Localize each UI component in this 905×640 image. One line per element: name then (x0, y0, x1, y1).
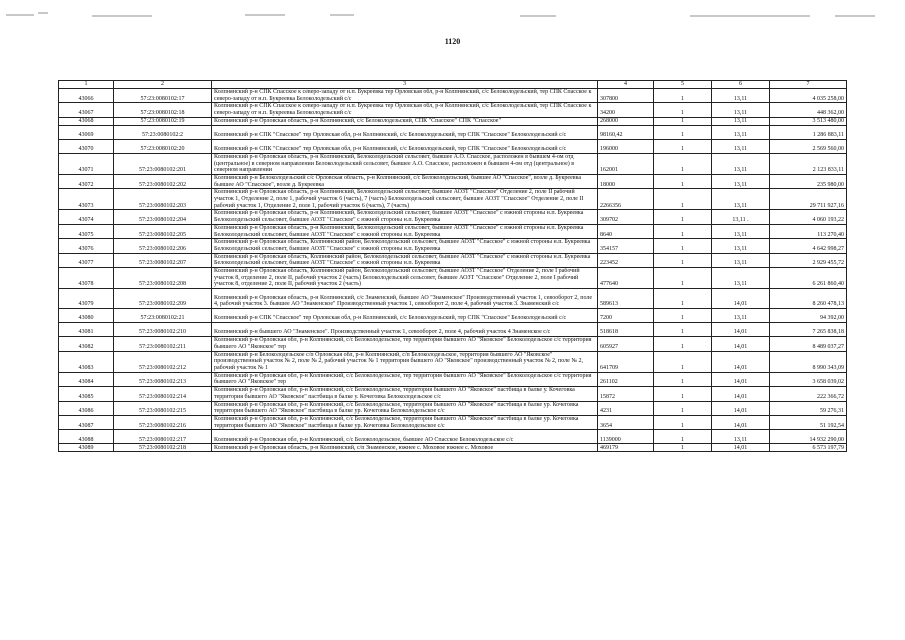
column-number-row (59, 81, 847, 89)
rate-cell: 14,01 (712, 289, 770, 309)
cadastral-number-cell: 57:23:0080102:210 (114, 323, 212, 337)
table-row (59, 239, 847, 253)
row-number-cell: 43080 (59, 309, 114, 323)
cadastral-value-cell: 4 060 193,22 (770, 210, 847, 224)
row-number-cell: 43070 (59, 139, 114, 153)
cadastral-value-cell: 6 573 197,79 (770, 444, 847, 452)
cadastral-value-cell: 8 990 343,09 (770, 351, 847, 372)
location-description-cell: Колпнянский р-н СПК Спасское к северо-западу от н.п. Букреевка тер Орловская обл, р-н Колпнянский, с/с Белоколодезьский, тер СПК Спасское к северо-западу от н.п. Букреевка Белоколодезьский с/с (212, 89, 598, 103)
cadastral-value-cell: 3 658 039,02 (770, 372, 847, 386)
row-number-cell: 43077 (59, 253, 114, 267)
location-description-cell: Колпнянский р-н Орловская обл, р-н Колпнянский, с/с Белоколодезьское, бывшее АО Спасское Белоколодезьское с/с (212, 430, 598, 444)
cadastral-number-cell: 57:23:0080102:209 (114, 289, 212, 309)
row-number-cell: 43073 (59, 189, 114, 210)
table-row (59, 125, 847, 139)
cadastral-number-cell: 57:23:0080102:202 (114, 174, 212, 188)
cadastral-value-cell: 8 489 037,27 (770, 337, 847, 351)
area-cell: 8640 (598, 224, 654, 238)
table-row (59, 323, 847, 337)
count-cell: 1 (654, 401, 712, 415)
area-cell: 3654 (598, 415, 654, 429)
rate-cell: 14,01 (712, 387, 770, 401)
table-row (59, 268, 847, 289)
row-number-cell: 43071 (59, 153, 114, 174)
column-header: 7 (770, 81, 847, 89)
count-cell: 1 (654, 117, 712, 125)
table-row (59, 189, 847, 210)
row-number-cell: 43066 (59, 89, 114, 103)
row-number-cell: 43086 (59, 401, 114, 415)
table-row (59, 415, 847, 429)
cadastral-value-cell: 29 711 927,16 (770, 189, 847, 210)
count-cell: 1 (654, 289, 712, 309)
cadastral-value-cell: 1 286 883,11 (770, 125, 847, 139)
area-cell: 1139000 (598, 430, 654, 444)
table-row (59, 401, 847, 415)
cadastral-value-cell: 4 642 998,27 (770, 239, 847, 253)
cadastral-value-cell: 3 513 480,00 (770, 117, 847, 125)
location-description-cell: Колпнянский р-н Орловская область, р-н Колпнянский, с/с Белоколодезьский, СПК "Спасское" СПК "Спасское" (212, 117, 598, 125)
cadastral-number-cell: 57:23:0080102:2 (114, 125, 212, 139)
count-cell: 1 (654, 444, 712, 452)
location-description-cell: Колпнянский р-н Орловская область, р-н Колпнянский, Белоколодезьский сельсовет, бывшее А.О. Спасское, расположен в бывшем 4-ом отд (центральное) в северном направлении Белоколодезьский сельсовет, бывшее А.О. Спасское, расположен в бывшем 4-ом отд (центральное) в северном направлении (212, 153, 598, 174)
table-body (59, 89, 847, 452)
location-description-cell: Колпнянский р-н Орловская область, р-н Колпнянский, Белоколодезьский сельсовет, бывшее АОЗТ "Спасское" с южной стороны н.п. Букреевка Белоколодезьский сельсовет, бывшее АОЗТ "Спасское" с южной стороны н.п. Букреевка (212, 210, 598, 224)
area-cell: 518618 (598, 323, 654, 337)
table-row (59, 153, 847, 174)
location-description-cell: Колпнянский р-н Белоколодезьский с/с Орловская область, р-н Колпнянский, с/с Белоколодезьский, бывшее АО "Спасское", возле д. Букреевка бывшее АО "Спасское", возле д. Букреевка (212, 174, 598, 188)
area-cell: 223452 (598, 253, 654, 267)
cadastral-number-cell: 57:23:0080102:203 (114, 189, 212, 210)
rate-cell: 14,01 (712, 337, 770, 351)
area-cell: 309702 (598, 210, 654, 224)
location-description-cell: Колпнянский р-н Орловская обл, р-н Колпнянский, с/с Белоколодезьское, тер территория бывшего АО "Яковское" Белоколодезьское с/с территория бывшего АО "Яковское" тер (212, 372, 598, 386)
table-row (59, 174, 847, 188)
row-number-cell: 43076 (59, 239, 114, 253)
cadastral-value-cell: 51 192,54 (770, 415, 847, 429)
row-number-cell: 43084 (59, 372, 114, 386)
row-number-cell: 43085 (59, 387, 114, 401)
register-table-container (58, 80, 846, 452)
cadastral-value-cell: 14 932 290,00 (770, 430, 847, 444)
count-cell: 1 (654, 268, 712, 289)
area-cell: 307800 (598, 89, 654, 103)
location-description-cell: Колпнянский р-н Орловская область, Колпнянский район, Белоколодезьский сельсовет, бывшее АОЗТ "Спасское" с южной стороны н.п. Букреевка Белоколодезьский сельсовет, бывшее АОЗТ "Спасское" с южной стороны н.п. Букреевка (212, 239, 598, 253)
location-description-cell: Колпнянский р-н Орловская область, р-н Колпнянский, с/с Знаменский, бывшее АО "Знаменское" Производственный участок 1, севооборот 2, поле 4, рабочий участок 3. бывшее АО "Знаменское" Производственный участок 1, севооборот 2, поле 4, рабочий участок 3. Знаменский с/с (212, 289, 598, 309)
area-cell: 268000 (598, 117, 654, 125)
table-row (59, 337, 847, 351)
rate-cell: 13,11 . (712, 210, 770, 224)
cadastral-number-cell: 57:23:0080102:217 (114, 430, 212, 444)
register-table (58, 80, 847, 452)
cadastral-number-cell: 57:23:0080102:206 (114, 239, 212, 253)
cadastral-value-cell: 2 569 560,00 (770, 139, 847, 153)
cadastral-number-cell: 57:23:0080102:204 (114, 210, 212, 224)
cadastral-value-cell: 7 265 838,18 (770, 323, 847, 337)
table-row (59, 117, 847, 125)
cadastral-number-cell: 57:23:0080102:208 (114, 268, 212, 289)
cadastral-number-cell: 57:23:0080102:201 (114, 153, 212, 174)
area-cell: 98160,42 (598, 125, 654, 139)
count-cell: 1 (654, 153, 712, 174)
area-cell: 34200 (598, 103, 654, 117)
count-cell: 1 (654, 351, 712, 372)
rate-cell: 13,11 (712, 153, 770, 174)
area-cell: 15872 (598, 387, 654, 401)
row-number-cell: 43082 (59, 337, 114, 351)
area-cell: 162001 (598, 153, 654, 174)
rate-cell: 14,01 (712, 351, 770, 372)
location-description-cell: Колпнянский р-н Орловская область, Колпнянский район, Белоколодезьский сельсовет, бывшее АОЗТ "Спасское" Отделение 2, поле I рабочий участок 8, отделение 2, поле II, рабочий участок 2 (часть) Белоколодезьский сельсовет, бывшее АОЗТ "Спасское" Отделение 2, поле I рабочий участок 8, отделение 2, поле II, рабочий участок 2 (часть) (212, 268, 598, 289)
column-header: 6 (712, 81, 770, 89)
row-number-cell: 43087 (59, 415, 114, 429)
count-cell: 1 (654, 415, 712, 429)
area-cell: 4231 (598, 401, 654, 415)
row-number-cell: 43079 (59, 289, 114, 309)
location-description-cell: Колпнянский р-н Орловская обл, р-н Колпнянский, с/с Белоколодезьское, тер территория бывшего АО "Яковское" Белоколодезьское с/с территория бывшего АО "Яковское" тер (212, 337, 598, 351)
table-row (59, 253, 847, 267)
row-number-cell: 43069 (59, 125, 114, 139)
count-cell: 1 (654, 210, 712, 224)
location-description-cell: Колпнянский р-н Орловская область, р-н Колпнянский, Белоколодезьский сельсовет, бывшее АОЗТ "Спасское" Отделение 2, поле II рабочий участок 1, Отделение 2, поле 1, рабочий участок 6 (часть), 7 (часть) Белоколодезьский сельсовет, бывшее АОЗТ "Спасское" Отделение 2, поле II рабочий участок 1, Отделение 2, поле 1, рабочий участок 6 (часть), 7 (часть) (212, 189, 598, 210)
count-cell: 1 (654, 103, 712, 117)
area-cell: 477640 (598, 268, 654, 289)
row-number-cell: 43081 (59, 323, 114, 337)
row-number-cell: 43067 (59, 103, 114, 117)
table-row (59, 139, 847, 153)
rate-cell: 13,11 (712, 174, 770, 188)
cadastral-number-cell: 57:23:0080102:212 (114, 351, 212, 372)
count-cell: 1 (654, 224, 712, 238)
area-cell: 18000 (598, 174, 654, 188)
cadastral-number-cell: 57:23:0080102:21 (114, 309, 212, 323)
area-cell: 354157 (598, 239, 654, 253)
location-description-cell: Колпнянский р-н Белоколодезьское с/п Орловская обл, р-н Колпнянский, с/п Белоколодезьское, территория бывшего АО "Яковское" производственный участок № 2, поле № 2, рабочий участок № 1 территория бывшего АО "Яковское" производственный участок № 2, поле № 2, рабочий участок № 1 (212, 351, 598, 372)
cadastral-value-cell: 2 123 833,11 (770, 153, 847, 174)
row-number-cell: 43072 (59, 174, 114, 188)
column-header: 3 (212, 81, 598, 89)
rate-cell: 13,11 (712, 125, 770, 139)
location-description-cell: Колпнянский р-н Орловская область, р-н Колпнянский, с/п Знаменское, южнее с. Моховое южнее с. Моховое (212, 444, 598, 452)
count-cell: 1 (654, 387, 712, 401)
cadastral-number-cell: 57:23:0080102:17 (114, 89, 212, 103)
count-cell: 1 (654, 372, 712, 386)
count-cell: 1 (654, 253, 712, 267)
table-row (59, 430, 847, 444)
area-cell: 641709 (598, 351, 654, 372)
cadastral-number-cell: 57:23:0080102:214 (114, 387, 212, 401)
cadastral-number-cell: 57:23:0080102:216 (114, 415, 212, 429)
cadastral-value-cell: 448 362,00 (770, 103, 847, 117)
count-cell: 1 (654, 125, 712, 139)
location-description-cell: Колпнянский р-н Орловская обл, р-н Колпнянский, с/с Белоколодезьское, территория бывшего АО "Яковское" пастбища в балке у. Кочеговка территория бывшего АО "Яковское" пастбища в балке у. Кочеговка Белоколодезьское с/с (212, 387, 598, 401)
location-description-cell: Колпнянский р-н Орловская обл, р-н Колпнянский, с/с Белоколодезьское, территория бывшего АО "Яковское" пастбища в балке ур. Кочеговка территория бывшего АО "Яковское" пастбища в балке ур. Кочеговка Белоколодезьское с/с (212, 401, 598, 415)
scan-artifact-strip (0, 12, 905, 20)
cadastral-number-cell: 57:23:0080102:19 (114, 117, 212, 125)
count-cell: 1 (654, 189, 712, 210)
table-row (59, 372, 847, 386)
cadastral-value-cell: 235 980,00 (770, 174, 847, 188)
rate-cell: 14,01 (712, 323, 770, 337)
cadastral-value-cell: 222 366,72 (770, 387, 847, 401)
rate-cell: 13,11 (712, 139, 770, 153)
rate-cell: 13,11 (712, 189, 770, 210)
cadastral-number-cell: 57:23:0080102:20 (114, 139, 212, 153)
rate-cell: 13,11 (712, 239, 770, 253)
cadastral-value-cell: 59 276,31 (770, 401, 847, 415)
cadastral-value-cell: 2 929 455,72 (770, 253, 847, 267)
location-description-cell: Колпнянский р-н Орловская область, р-н Колпнянский, Белоколодезьский сельсовет, бывшее АОЗТ "Спасское" с южной стороны н.п. Букреевка Белоколодезьский сельсовет, бывшее АОЗТ "Спасское" с южной стороны н.п. Букреевка (212, 224, 598, 238)
cadastral-number-cell: 57:23:0080102:207 (114, 253, 212, 267)
cadastral-value-cell: 6 261 860,40 (770, 268, 847, 289)
rate-cell: 13,11 (712, 224, 770, 238)
rate-cell: 14,01 (712, 401, 770, 415)
table-row (59, 289, 847, 309)
table-row (59, 309, 847, 323)
count-cell: 1 (654, 89, 712, 103)
row-number-cell: 43089 (59, 444, 114, 452)
area-cell: 196000 (598, 139, 654, 153)
cadastral-value-cell: 113 270,40 (770, 224, 847, 238)
cadastral-number-cell: 57:23:0080102:205 (114, 224, 212, 238)
column-header: 5 (654, 81, 712, 89)
area-cell: 261102 (598, 372, 654, 386)
column-header: 2 (114, 81, 212, 89)
count-cell: 1 (654, 337, 712, 351)
cadastral-value-cell: 94 392,00 (770, 309, 847, 323)
rate-cell: 14,01 (712, 444, 770, 452)
row-number-cell: 43075 (59, 224, 114, 238)
count-cell: 1 (654, 323, 712, 337)
location-description-cell: Колпнянский р-н Орловская обл, р-н Колпнянский, с/с Белоколодезьское, территория бывшего АО "Яковское" пастбища в балке ур. Кочеговка территория бывшего АО "Яковское" пастбища в балке ур. Кочеговка Белоколодезьское с/с (212, 415, 598, 429)
cadastral-number-cell: 57:23:0080102:18 (114, 103, 212, 117)
table-row (59, 210, 847, 224)
row-number-cell: 43083 (59, 351, 114, 372)
rate-cell: 13,11 (712, 430, 770, 444)
rate-cell: 13,11 (712, 103, 770, 117)
count-cell: 1 (654, 174, 712, 188)
cadastral-number-cell: 57:23:0080102:211 (114, 337, 212, 351)
location-description-cell: Колпнянский р-н СПК "Спасское" тер Орловская обл, р-н Колпнянский, с/с Белоколодезьский, тер СПК "Спасское" Белоколодезьский с/с (212, 139, 598, 153)
count-cell: 1 (654, 139, 712, 153)
cadastral-value-cell: 8 260 478,13 (770, 289, 847, 309)
table-row (59, 89, 847, 103)
cadastral-value-cell: 4 035 258,00 (770, 89, 847, 103)
rate-cell: 13,11 (712, 309, 770, 323)
cadastral-number-cell: 57:23:0080102:213 (114, 372, 212, 386)
page-number: 1120 (444, 37, 461, 46)
rate-cell: 13,11 (712, 117, 770, 125)
row-number-cell: 43088 (59, 430, 114, 444)
row-number-cell: 43078 (59, 268, 114, 289)
area-cell: 469179 (598, 444, 654, 452)
column-header: 1 (59, 81, 114, 89)
location-description-cell: Колпнянский р-н СПК "Спасское" тер Орловская обл, р-н Колпнянский, с/с Белоколодезьский, тер СПК "Спасское" Белоколодезьский с/с (212, 309, 598, 323)
location-description-cell: Колпнянский р-н бывшего АО "Знаменское". Производственный участок 1, севооборот 2, поле 4, рабочий участок 4 Знаменское с/с (212, 323, 598, 337)
rate-cell: 13,11 (712, 253, 770, 267)
rate-cell: 13,11 (712, 268, 770, 289)
location-description-cell: Колпнянский р-н СПК "Спасское" тер Орловская обл, р-н Колпнянский, с/с Белоколодезьский, тер СПК "Спасское" Белоколодезьский с/с (212, 125, 598, 139)
column-header: 4 (598, 81, 654, 89)
count-cell: 1 (654, 430, 712, 444)
area-cell: 7200 (598, 309, 654, 323)
count-cell: 1 (654, 309, 712, 323)
location-description-cell: Колпнянский р-н СПК Спасское к северо-западу от н.п. Букреевка тер Орловская обл, р-н Колпнянский, с/с Белоколодезьский, тер СПК Спасское к северо-западу от н.п. Букреевка Белоколодезьский с/с (212, 103, 598, 117)
rate-cell: 14,01 (712, 372, 770, 386)
area-cell: 2266356 (598, 189, 654, 210)
cadastral-number-cell: 57:23:0080102:215 (114, 401, 212, 415)
area-cell: 605927 (598, 337, 654, 351)
table-row (59, 224, 847, 238)
rate-cell: 13,11 (712, 89, 770, 103)
row-number-cell: 43074 (59, 210, 114, 224)
count-cell: 1 (654, 239, 712, 253)
table-row (59, 351, 847, 372)
location-description-cell: Колпнянский р-н Орловская область, Колпнянский район, Белоколодезьский сельсовет, бывшее АОЗТ "Спасское" с южной стороны н.п. Букреевка Белоколодезьский сельсовет, бывшее АОЗТ "Спасское" с южной стороны н.п. Букреевка (212, 253, 598, 267)
cadastral-number-cell: 57:23:0080102:218 (114, 444, 212, 452)
area-cell: 589613 (598, 289, 654, 309)
rate-cell: 14,01 (712, 415, 770, 429)
table-row (59, 103, 847, 117)
table-row (59, 444, 847, 452)
row-number-cell: 43068 (59, 117, 114, 125)
table-row (59, 387, 847, 401)
